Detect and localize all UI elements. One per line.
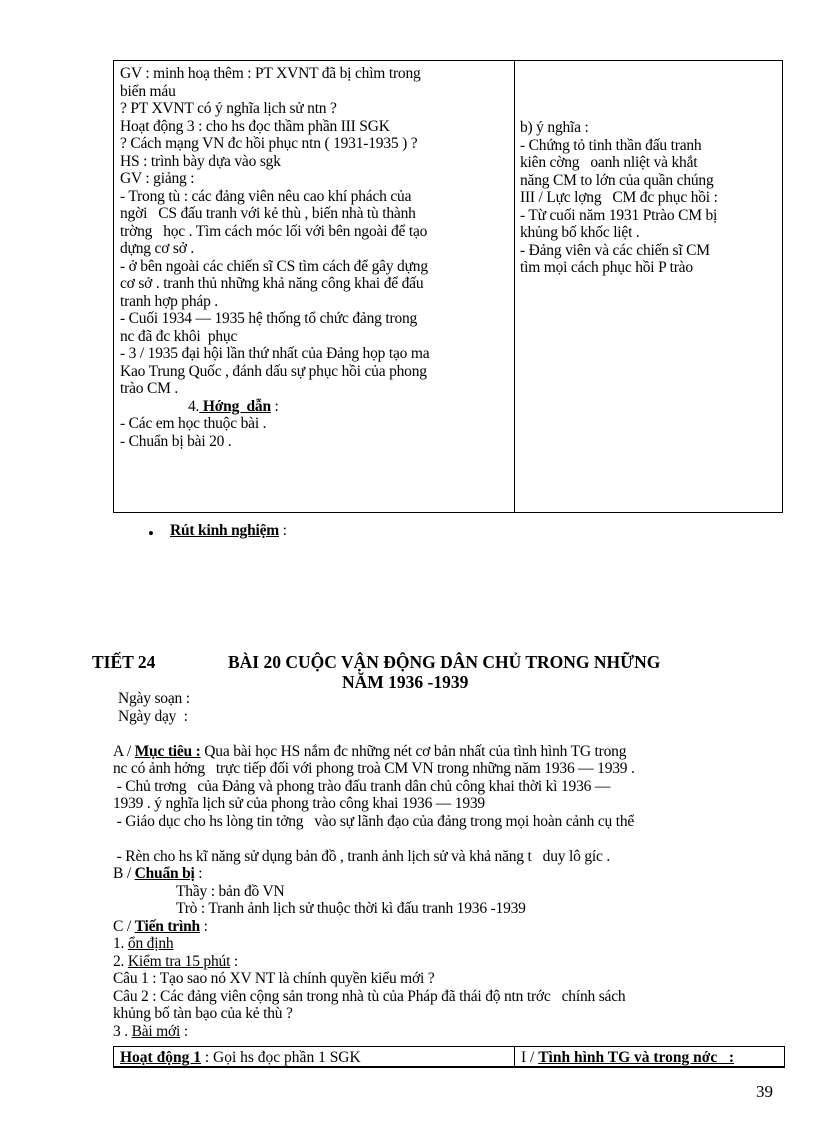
on-dinh-label: ổn định (127, 935, 174, 952)
activity-1-text: : Gọi hs đọc phần 1 SGK (200, 1049, 361, 1066)
huong-dan-number: 4. (188, 397, 200, 415)
kiem-tra-label: Kiểm tra 15 phút (127, 952, 231, 970)
table-line: - Từ cuối năm 1931 Ptrào CM bị (520, 206, 718, 224)
table-column-divider (514, 1047, 515, 1066)
tien-trinh-colon: : (199, 917, 208, 935)
chuan-bi-label: Chuẩn bị (134, 865, 195, 882)
rut-kinh-nghiem-colon: : (278, 522, 287, 539)
table-line: - Chuẩn bị bài 20 . (120, 432, 232, 450)
table-line: nc đã đc khôi phục (120, 327, 238, 345)
table-line: - 3 / 1935 đại hội lần thứ nhất của Đảng họp tạo ma (120, 345, 430, 362)
question-2-line1: Câu 2 : Các đảng viên cộng sản trong nhà tù của Pháp đã thái độ ntn trớc chính sách (113, 987, 626, 1005)
bai-moi-colon: : (180, 1022, 188, 1040)
muc-tieu-prefix: A / (113, 742, 135, 760)
muc-tieu-label: Mục tiêu : (134, 742, 201, 760)
ngay-day: Ngày dạy : (118, 707, 188, 725)
table-line: - Cuối 1934 — 1935 hệ thống tổ chức đảng trong (120, 310, 418, 327)
kiem-tra-colon: : (230, 952, 238, 970)
tien-trinh-prefix: C / (113, 917, 135, 935)
table-line: cơ sở . tranh thủ những khả năng công khai để đấu (120, 275, 424, 292)
page-number: 39 (756, 1082, 773, 1101)
table-line: III / Lực lợng CM đc phục hồi : (520, 189, 718, 206)
section-1-cell (521, 1049, 734, 1067)
table-line: - Đảng viên và các chiến sĩ CM (520, 241, 710, 259)
table-column-divider (514, 61, 515, 512)
table-line: - Các em học thuộc bài . (120, 415, 267, 432)
lesson-table-bottom (113, 1046, 785, 1068)
question-1: Câu 1 : Tạo sao nó XV NT là chính quyền kiểu mới ? (113, 970, 435, 987)
table-line: ? PT XVNT có ý nghĩa lịch sử ntn ? (120, 100, 337, 117)
rut-kinh-nghiem (170, 522, 287, 540)
table-line: trào CM . (120, 380, 179, 397)
chuan-bi-prefix: B / (113, 865, 135, 882)
table-line: tìm mọi cách phục hồi P trào (520, 259, 693, 276)
spacer (118, 830, 778, 848)
tien-trinh-label: Tiến trình (134, 917, 200, 935)
lesson-period: TIẾT 24 (92, 652, 156, 672)
muc-tieu-line: nc có ảnh hởng trực tiếp đối với phong troà CM VN trong những năm 1936 — 1939 . (113, 760, 635, 777)
table-line: GV : minh hoạ thêm : PT XVNT đã bị chìm trong (120, 65, 421, 82)
muc-tieu-line: - Chủ trơng của Đảng và phong trào đấu tranh dân chủ công khai thời kì 1936 — (113, 777, 611, 795)
chuan-bi-line (113, 865, 778, 883)
content-column (520, 119, 782, 277)
bai-moi-label: Bài mới (131, 1022, 181, 1040)
activity-1-cell (120, 1049, 361, 1067)
lesson-title-line1: BÀI 20 CUỘC VẬN ĐỘNG DÂN CHỦ TRONG NHỮNG (228, 652, 661, 672)
rut-kinh-nghiem-label: Rút kinh nghiệm (170, 522, 279, 539)
on-dinh-line (113, 935, 778, 953)
table-line: GV : giảng : (120, 170, 195, 187)
bai-moi-number: 3 . (113, 1022, 132, 1040)
muc-tieu-line: - Giáo dục cho hs lòng tin tởng vào sự lãnh đạo của đảng trong mọi hoàn cảnh cụ thể (113, 812, 635, 830)
thay-prep: Thầy : bản đồ VN (176, 882, 285, 900)
muc-tieu-line: 1939 . ý nghĩa lịch sử của phong trào công khai 1936 — 1939 (113, 795, 485, 812)
kiem-tra-number: 2. (113, 952, 128, 970)
table-line: khủng bố khốc liệt . (520, 224, 640, 241)
ngay-soan: Ngày soạn : (118, 690, 190, 707)
question-2-line2: khủng bố tàn bạo của kẻ thù ? (113, 1005, 293, 1022)
muc-tieu-text: Qua bài học HS nắm đc những nét cơ bản nhất của tình hình TG trong (200, 742, 627, 760)
table-line: năng CM to lớn của quần chúng (520, 171, 714, 189)
table-line: - ở bên ngoài các chiến sĩ CS tìm cách để gây dựng (120, 257, 428, 275)
table-line: HS : trình bày dựa vào sgk (120, 152, 281, 170)
table-line: - Chứng tỏ tinh thần đấu tranh (520, 136, 702, 154)
table-line: tranh hợp pháp . (120, 292, 218, 310)
table-line: Hoạt động 3 : cho hs đọc thầm phần III SGK (120, 117, 390, 135)
huong-dan-heading (120, 398, 510, 416)
lesson-table-top (113, 60, 783, 513)
ren-ky-nang: - Rèn cho hs kĩ năng sử dụng bản đồ , tranh ảnh lịch sử và khả năng t duy lô gíc . (113, 847, 611, 865)
table-line: trờng học . Tìm cách móc lối với bên ngoài để tạo (120, 222, 428, 240)
huong-dan-colon: : (270, 397, 279, 415)
section-1-label: Tình hình TG và trong nớc : (538, 1049, 735, 1066)
table-line: ? Cách mạng VN đc hồi phục ntn ( 1931-1935 ) ? (120, 135, 418, 152)
spacer (118, 725, 778, 743)
section-1-prefix: I / (521, 1049, 539, 1066)
table-line: b) ý nghĩa : (520, 119, 589, 136)
tro-prep: Trò : Tranh ảnh lịch sử thuộc thời kì đấu tranh 1936 -1939 (176, 900, 526, 917)
tien-trinh-line (113, 918, 778, 936)
activity-1-label: Hoạt động 1 (120, 1049, 201, 1066)
teacher-activity-column (120, 65, 510, 510)
chuan-bi-colon: : (194, 865, 203, 882)
table-line: ngời CS đấu tranh với kẻ thù , biến nhà tù thành (120, 205, 416, 222)
bullet-icon: • (148, 524, 154, 543)
lesson-title-line2: NĂM 1936 -1939 (342, 672, 469, 692)
on-dinh-number: 1. (113, 935, 128, 952)
kiem-tra-line (113, 953, 778, 971)
table-line: Kao Trung Quốc , đánh dấu sự phục hồi của phong (120, 362, 427, 380)
table-line: - Trong tù : các đảng viên nêu cao khí phách của (120, 187, 412, 205)
table-line: dựng cơ sở . (120, 240, 195, 257)
muc-tieu-line (113, 743, 778, 761)
lesson-body (113, 690, 778, 1040)
table-line: biển máu (120, 82, 176, 100)
huong-dan-label: Hớng dẫn (199, 397, 271, 415)
table-line: kiên cờng oanh nliệt và khắt (520, 154, 698, 171)
bai-moi-line (113, 1023, 778, 1041)
